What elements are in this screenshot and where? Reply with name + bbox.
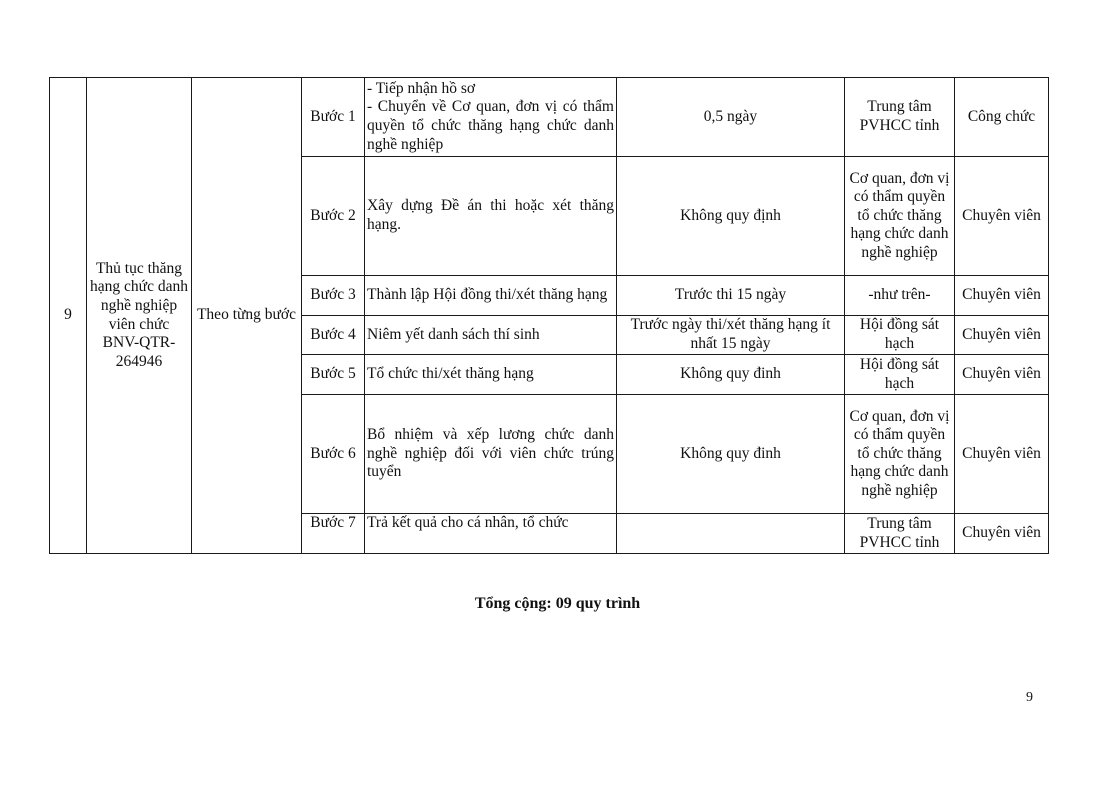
step-content: Tổ chức thi/xét thăng hạng	[365, 355, 617, 395]
step-label: Bước 2	[302, 157, 365, 276]
step-unit: -như trên-	[845, 276, 955, 316]
step-content: Bổ nhiệm và xếp lương chức danh nghề nghiệp đối với viên chức trúng tuyển	[365, 395, 617, 514]
step-unit: Trung tâm PVHCC tỉnh	[845, 78, 955, 157]
step-person: Chuyên viên	[955, 355, 1049, 395]
step-content: Thành lập Hội đồng thi/xét thăng hạng	[365, 276, 617, 316]
step-time: Không quy định	[617, 157, 845, 276]
step-unit: Hội đồng sát hạch	[845, 316, 955, 355]
step-time: 0,5 ngày	[617, 78, 845, 157]
step-content: Trả kết quả cho cá nhân, tổ chức	[365, 514, 617, 554]
step-person: Chuyên viên	[955, 157, 1049, 276]
step-unit: Trung tâm PVHCC tỉnh	[845, 514, 955, 554]
step-label: Bước 3	[302, 276, 365, 316]
step-unit: Cơ quan, đơn vị có thẩm quyền tổ chức thăng hạng chức danh nghề nghiệp	[845, 157, 955, 276]
step-person: Chuyên viên	[955, 514, 1049, 554]
step-label: Bước 5	[302, 355, 365, 395]
procedure-table	[49, 77, 1049, 554]
step-content: - Tiếp nhận hồ sơ - Chuyển về Cơ quan, đơn vị có thẩm quyền tổ chức thăng hạng chức danh nghề nghiệp	[365, 78, 617, 157]
table-row	[50, 78, 1049, 157]
step-unit: Cơ quan, đơn vị có thẩm quyền tổ chức thăng hạng chức danh nghề nghiệp	[845, 395, 955, 514]
step-time	[617, 514, 845, 554]
step-time: Không quy đinh	[617, 355, 845, 395]
procedure-name-cell: Thủ tục thăng hạng chức danh nghề nghiệp viên chức BNV-QTR-264946	[87, 78, 192, 554]
step-time: Không quy đinh	[617, 395, 845, 514]
step-time: Trước ngày thi/xét thăng hạng ít nhất 15 ngày	[617, 316, 845, 355]
step-person: Chuyên viên	[955, 276, 1049, 316]
step-content: Xây dựng Đề án thi hoặc xét thăng hạng.	[365, 157, 617, 276]
step-person: Chuyên viên	[955, 316, 1049, 355]
total-summary: Tổng cộng: 09 quy trình	[474, 595, 641, 612]
step-label: Bước 6	[302, 395, 365, 514]
step-content: Niêm yết danh sách thí sinh	[365, 316, 617, 355]
step-person: Chuyên viên	[955, 395, 1049, 514]
step-label: Bước 1	[302, 78, 365, 157]
step-label: Bước 7	[302, 514, 365, 554]
timing-cell: Theo từng bước	[192, 78, 302, 554]
step-person: Công chức	[955, 78, 1049, 157]
step-label: Bước 4	[302, 316, 365, 355]
stt-cell: 9	[50, 78, 87, 554]
step-time: Trước thi 15 ngày	[617, 276, 845, 316]
step-unit: Hội đồng sát hạch	[845, 355, 955, 395]
page-number: 9	[1026, 690, 1033, 705]
